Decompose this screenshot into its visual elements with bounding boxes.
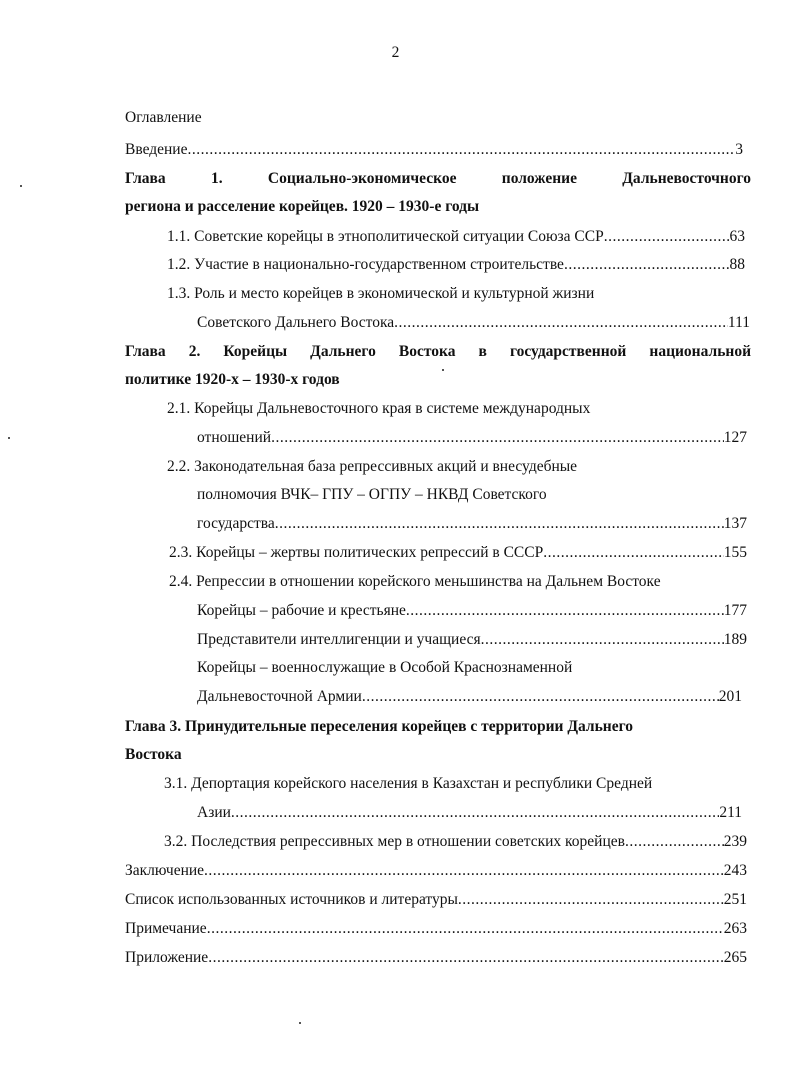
toc-entry-notes[interactable] (125, 918, 747, 940)
toc-entry-title: Введение (125, 141, 188, 158)
toc-entry-page: 251 (723, 891, 747, 908)
dot-leader (231, 802, 719, 824)
dot-leader (208, 947, 724, 969)
toc-entry-1-2[interactable] (167, 254, 745, 276)
toc-entry-title: 1.1. Советские корейцы в этнополитической ситуации Союза ССР (167, 228, 604, 245)
toc-entry-2-2[interactable] (197, 513, 747, 535)
scan-speck (442, 369, 444, 371)
dot-leader (275, 513, 724, 535)
toc-entry-3-2[interactable] (164, 831, 747, 853)
toc-entry-title: Заключение (125, 862, 205, 879)
toc-entry-2-2-line1[interactable]: 2.2. Законодательная база репрессивных акций и внесудебные (167, 458, 578, 475)
toc-entry-2-2-line2: полномочия ВЧК– ГПУ – ОГПУ – НКВД Советского (197, 486, 547, 503)
dot-leader (604, 226, 730, 248)
dot-leader (625, 831, 724, 853)
toc-entry-1-3-line1[interactable]: 1.3. Роль и место корейцев в экономической и культурной жизни (167, 285, 595, 302)
toc-entry-2-4[interactable]: 2.4. Репрессии в отношении корейского меньшинства на Дальнем Востоке (169, 573, 661, 590)
toc-entry-page: 211 (719, 804, 742, 821)
chapter-2-heading[interactable]: Глава 2. Корейцы Дальнего Востока в государственной национальной (125, 343, 751, 360)
dot-leader (458, 889, 724, 911)
dot-leader (187, 139, 735, 161)
toc-entry-page: 3 (735, 141, 743, 158)
toc-entry-title: 3.2. Последствия репрессивных мер в отношении советских корейцев (164, 833, 625, 850)
toc-entry-page: 111 (727, 314, 750, 331)
page-number: 2 (391, 44, 400, 61)
toc-entry-title: Примечание (125, 920, 207, 937)
chapter-3-heading-cont: Востока (125, 746, 182, 763)
toc-entry-page: 155 (723, 544, 747, 561)
toc-entry-2-3[interactable] (169, 542, 747, 564)
toc-entry-2-4-c-line1[interactable]: Корейцы – военнослужащие в Особой Краснознаменной (197, 659, 573, 676)
chapter-1-heading-cont: региона и расселение корейцев. 1920 – 1930-е годы (125, 198, 480, 215)
dot-leader (481, 629, 724, 651)
toc-entry-2-1-line1[interactable]: 2.1. Корейцы Дальневосточного края в системе международных (167, 400, 591, 417)
dot-leader (406, 600, 724, 622)
toc-entry-2-4-a[interactable] (197, 600, 747, 622)
dot-leader (394, 312, 728, 334)
dot-leader (207, 918, 724, 940)
toc-entry-title: Дальневосточной Армии (197, 688, 362, 705)
toc-entry-1-1[interactable] (167, 226, 745, 248)
toc-entry-title: Список использованных источников и литературы (125, 891, 458, 908)
toc-entry-appendix[interactable] (125, 947, 747, 969)
toc-entry-page: 265 (723, 949, 747, 966)
toc-entry-title: Приложение (125, 949, 209, 966)
chapter-3-heading[interactable]: Глава 3. Принудительные переселения корейцев с территории Дальнего (125, 718, 634, 735)
toc-entry-title: Азии (197, 804, 231, 821)
scan-speck (299, 1022, 301, 1024)
toc-entry-page: 127 (723, 429, 747, 446)
toc-entry-title: отношений (197, 429, 272, 446)
toc-entry-page: 201 (718, 688, 742, 705)
toc-entry-page: 63 (729, 228, 745, 245)
toc-title: Оглавление (125, 109, 202, 126)
dot-leader (362, 686, 719, 708)
toc-entry-title: Советского Дальнего Востока (197, 314, 395, 331)
toc-entry-3-1-line1[interactable]: 3.1. Депортация корейского населения в Казахстан и республики Средней (164, 775, 653, 792)
dot-leader (564, 254, 730, 276)
toc-entry-title: Корейцы – рабочие и крестьяне (197, 602, 406, 619)
scan-speck (8, 437, 10, 439)
toc-entry-1-3[interactable] (197, 312, 750, 334)
dot-leader (271, 427, 724, 449)
toc-entry-title: Представители интеллигенции и учащиеся (197, 631, 481, 648)
toc-entry-2-4-c[interactable] (197, 686, 742, 708)
toc-entry-introduction[interactable] (125, 139, 743, 161)
toc-entry-page: 88 (729, 256, 745, 273)
toc-entry-page: 177 (723, 602, 747, 619)
toc-entry-2-4-b[interactable] (197, 629, 747, 651)
toc-entry-page: 137 (723, 515, 747, 532)
toc-entry-page: 239 (723, 833, 747, 850)
toc-entry-title: 1.2. Участие в национально-государственном строительстве (167, 256, 564, 273)
chapter-2-heading-cont: политике 1920-х – 1930-х годов (125, 371, 340, 388)
toc-entry-sources[interactable] (125, 889, 747, 911)
toc-entry-conclusion[interactable] (125, 860, 747, 882)
toc-entry-2-1[interactable] (197, 427, 747, 449)
dot-leader (204, 860, 724, 882)
toc-entry-title: государства (197, 515, 275, 532)
chapter-1-heading[interactable]: Глава 1. Социально-экономическое положение Дальневосточного (125, 170, 751, 187)
toc-entry-page: 189 (723, 631, 747, 648)
toc-entry-title: 2.3. Корейцы – жертвы политических репрессий в СССР (169, 544, 544, 561)
scan-speck (20, 185, 22, 187)
dot-leader (543, 542, 724, 564)
toc-entry-page: 243 (723, 862, 747, 879)
toc-entry-page: 263 (723, 920, 747, 937)
toc-entry-3-1[interactable] (197, 802, 742, 824)
